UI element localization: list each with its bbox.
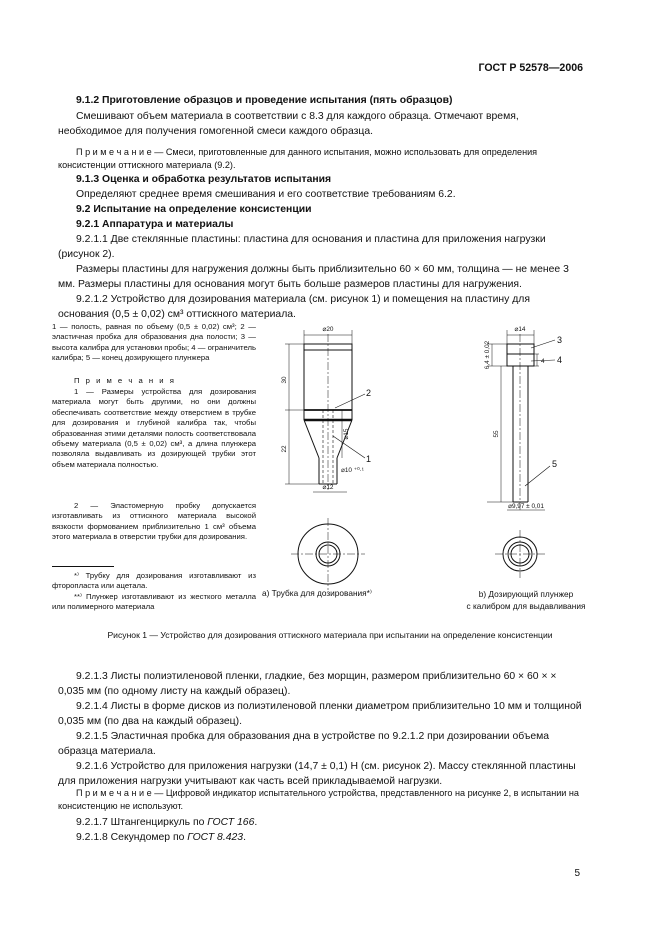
para-9-2-1-1: 9.2.1.1 Две стеклянные пластины: пластина для основания и пластина для приложения нагрузки (рисунок 2). [58, 234, 546, 260]
dim-plunger-step: 4 [541, 358, 545, 365]
callout-5: 5 [552, 459, 558, 469]
section-9-2-title: 9.2 Испытание на определение консистенции [76, 204, 312, 215]
para-9-2-1-3: 9.2.1.3 Листы полиэтиленовой пленки, гладкие, без морщин, размером приблизительно 60 × 60 × × 0,035 мм (по одному листу на каждый образец). [58, 671, 557, 697]
section-9-1-2-text: Смешивают объем материала в соответствии с 8.3 для каждого образца. Отмечают время, необходимое для получения гомогенной смеси каждого образца. [58, 111, 519, 137]
subcaption-b-line2: с калибром для выдавливания [466, 601, 586, 611]
note-digital-indicator [58, 787, 583, 813]
plunger-drawing [487, 330, 558, 578]
figure-note-1: 1 — Размеры устройства для дозирования материала могут быть другими, но они должны обеспечивать соответствие между отверстием в трубке для дозирования и глубиной калибра так, чтобы образованная этими деталями полость соответствовала объему материала (0,5 ± 0,02) см³, а длина плунжера позволяла выдавливать из дозирующей трубки этот объем материала полностью. [52, 387, 256, 469]
dim-tube-lower: 22 [281, 445, 288, 453]
note-label: П р и м е ч а н и е — [76, 147, 164, 157]
page-number: 5 [574, 868, 580, 879]
dim-tube-bottom: ⌀12 [322, 484, 334, 491]
callout-2: 2 [366, 388, 372, 398]
dim-plunger-gauge: 6,4 ± 0,02 [484, 340, 491, 370]
document-number: ГОСТ Р 52578—2006 [478, 62, 583, 74]
section-9-2-1-title: 9.2.1 Аппаратура и материалы [76, 219, 234, 230]
dim-plunger-top: ⌀14 [514, 326, 526, 333]
figure-1-drawing [255, 316, 595, 616]
dim-tube-bore: ⌀10 ⁺⁰·¹ [341, 467, 364, 474]
para-9-2-1-7: 9.2.1.7 Штангенциркуль по ГОСТ 166. [76, 817, 258, 828]
callout-3: 3 [557, 335, 563, 345]
callout-1: 1 [366, 454, 372, 464]
figure-notes-heading: П р и м е ч а н и я [74, 376, 176, 385]
dim-tube-top: ⌀20 [322, 326, 334, 333]
footnote-divider [52, 566, 114, 567]
dim-plunger-length: 55 [493, 430, 500, 438]
section-9-1-2-note [58, 146, 583, 172]
ref-gost-166: ГОСТ 166 [207, 817, 255, 828]
dim-tube-upper: 30 [281, 376, 288, 384]
section-9-1-3-title: 9.1.3 Оценка и обработка результатов испытания [76, 174, 332, 185]
dosing-tube-drawing [285, 330, 365, 590]
para-9-2-1-2: 9.2.1.2 Устройство для дозирования материала (см. рисунок 1) и помещения на пластину для основания (0,5 ± 0,02) см³ оттискного материала. [58, 294, 530, 320]
para-9-2-1-6: 9.2.1.6 Устройство для приложения нагрузки (14,7 ± 0,1) Н (см. рисунок 2). Массу стеклянной пластины для приложения нагрузки учитывают как часть всей прикладываемой нагрузки. [58, 761, 576, 787]
note-label: П р и м е ч а н и е — [76, 788, 164, 798]
para-9-2-1-5: 9.2.1.5 Эластичная пробка для образования дна в устройстве по 9.2.1.2 при дозировании объема образца материала. [58, 731, 550, 757]
figure-note-2: 2 — Эластомерную пробку допускается изготавливать из оттискного материала высокой вязкости формованием приблизительно 1 см³ объема этого материала в отверстии трубки для дозирования. [52, 501, 256, 542]
note-text: Цифровой индикатор испытательного устройства, представленного на рисунке 2, в испытании на консистенцию не используют. [58, 788, 579, 811]
section-9-1-3-text: Определяют среднее время смешивания и его соответствие требованиям 6.2. [76, 189, 456, 200]
para-9-2-1-8-text: 9.2.1.8 Секундомер по [76, 832, 188, 843]
figure-legend: 1 — полость, равная по объему (0,5 ± 0,02) см³; 2 — эластичная пробка для образования дна полости; 3 — высота калибра для установки пробы; 4 — ограничитель калибра; 5 — конец дозирующего плунжера [52, 322, 256, 363]
para-plate-size: Размеры пластины для нагружения должны быть приблизительно 60 × 60 мм, толщина — не менее 3 мм. Размеры пластины для основания могут быть больше размеров пластины для нагружения. [58, 264, 569, 290]
para-9-2-1-8: 9.2.1.8 Секундомер по ГОСТ 8.423. [76, 832, 246, 843]
ref-gost-8-423: ГОСТ 8.423 [187, 832, 244, 843]
subcaption-b-line1: b) Дозирующий плунжер [478, 589, 574, 599]
para-9-2-1-4: 9.2.1.4 Листы в форме дисков из полиэтиленовой пленки диаметром приблизительно 10 мм и толщиной 0,035 мм (по два на каждый образец). [58, 701, 582, 727]
footnote-plunger: **⁾ Плунжер изготавливают из жесткого металла или полимерного материала [52, 592, 256, 612]
footnote-tube: *⁾ Трубку для дозирования изготавливают из фторопласта или ацетала. [52, 571, 256, 591]
section-9-1-2-title: 9.1.2 Приготовление образцов и проведение испытания (пять образцов) [76, 95, 453, 106]
subcaption-b [440, 588, 612, 612]
note-text: Смеси, приготовленные для данного испытания, можно использовать для определения консистенции оттискного материала (9.2). [58, 147, 538, 170]
subcaption-a: а) Трубка для дозирования*⁾ [262, 588, 372, 598]
dim-tube-cone: ⌀15 [343, 428, 350, 440]
para-9-2-1-7-text: 9.2.1.7 Штангенциркуль по [76, 817, 208, 828]
dim-plunger-tip: ⌀9,97 ± 0,01 [508, 503, 544, 510]
figure-1-caption: Рисунок 1 — Устройство для дозирования оттискного материала при испытании на определение консистенции [107, 630, 553, 640]
callout-4: 4 [557, 355, 563, 365]
